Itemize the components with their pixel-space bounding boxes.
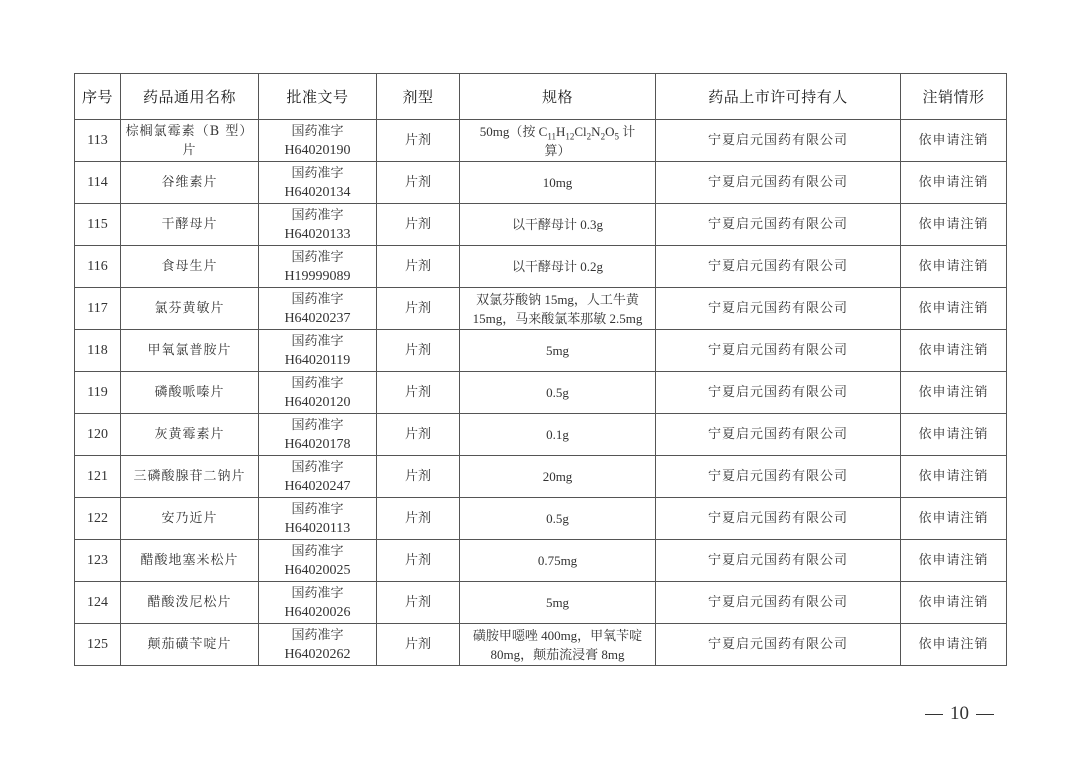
holder-text: 宁夏启元国药有限公司: [707, 595, 848, 610]
table-row: [75, 582, 1007, 624]
status-text: 依申请注销: [918, 595, 989, 610]
cell-dosage-form: [377, 624, 460, 666]
cell-license-holder: [656, 624, 901, 666]
cell-specification: [460, 330, 656, 372]
cell-approval-number: [259, 288, 377, 330]
spec-line1: 以干酵母计 0.2g: [511, 259, 603, 274]
cell-dosage-form: [377, 372, 460, 414]
spec-line1: 5mg: [545, 343, 570, 358]
cell-drug-name: [121, 330, 259, 372]
cell-cancellation-status: [901, 162, 1007, 204]
cell-drug-name: [121, 498, 259, 540]
status-text: 依申请注销: [918, 427, 989, 442]
cell-license-holder: [656, 498, 901, 540]
seq-text: 120: [87, 427, 108, 442]
approval-prefix: 国药准字: [291, 543, 344, 559]
seq-text: 124: [87, 595, 108, 610]
cell-license-holder: [656, 120, 901, 162]
seq-text: 123: [87, 553, 108, 568]
drug-name-line1: 颠茄磺苄啶片: [147, 637, 232, 652]
cell-specification: [460, 204, 656, 246]
cell-specification: [460, 162, 656, 204]
cell-cancellation-status: [901, 414, 1007, 456]
dosage-form-text: 片剂: [404, 343, 431, 358]
dosage-form-text: 片剂: [404, 385, 431, 400]
table-row: [75, 414, 1007, 456]
table-header-row: [75, 74, 1007, 120]
seq-text: 122: [87, 511, 108, 526]
cell-cancellation-status: [901, 246, 1007, 288]
cell-specification: [460, 120, 656, 162]
seq-text: 116: [87, 259, 108, 274]
cell-cancellation-status: [901, 372, 1007, 414]
spec-line2: 80mg，颠茄流浸膏 8mg: [490, 646, 625, 662]
cell-specification: [460, 246, 656, 288]
approval-code: H64020133: [284, 226, 351, 242]
drug-name-line1: 棕榈氯霉素（B 型）: [125, 123, 254, 139]
approval-prefix: 国药准字: [291, 165, 344, 181]
cell-approval-number: [259, 120, 377, 162]
dosage-form-text: 片剂: [404, 427, 431, 442]
cell-drug-name: [121, 162, 259, 204]
cell-specification: [460, 624, 656, 666]
cell-license-holder: [656, 414, 901, 456]
dosage-form-text: 片剂: [404, 553, 431, 568]
cell-drug-name: [121, 204, 259, 246]
cell-license-holder: [656, 330, 901, 372]
status-text: 依申请注销: [918, 133, 989, 148]
seq-text: 121: [87, 469, 108, 484]
table-row: [75, 624, 1007, 666]
table-row: [75, 204, 1007, 246]
cell-seq: [75, 288, 121, 330]
drug-name-line1: 食母生片: [161, 259, 218, 274]
cell-specification: [460, 414, 656, 456]
table-row: [75, 246, 1007, 288]
spec-line1: 5mg: [545, 595, 570, 610]
cell-dosage-form: [377, 540, 460, 582]
approval-code: H64020262: [284, 646, 351, 662]
table-row: [75, 288, 1007, 330]
dash-right: [976, 714, 994, 715]
status-text: 依申请注销: [918, 469, 989, 484]
approval-code: H64020113: [284, 520, 351, 536]
table-row: [75, 498, 1007, 540]
cell-cancellation-status: [901, 120, 1007, 162]
holder-text: 宁夏启元国药有限公司: [707, 175, 848, 190]
header-dosage-form: 剂型: [377, 74, 460, 120]
cell-seq: [75, 456, 121, 498]
seq-text: 117: [87, 301, 108, 316]
cell-license-holder: [656, 246, 901, 288]
cell-specification: [460, 372, 656, 414]
header-seq: 序号: [75, 74, 121, 120]
header-specification: 规格: [460, 74, 656, 120]
spec-line2: 15mg，马来酸氯苯那敏 2.5mg: [472, 310, 643, 326]
cell-approval-number: [259, 456, 377, 498]
holder-text: 宁夏启元国药有限公司: [707, 385, 848, 400]
cell-dosage-form: [377, 414, 460, 456]
page-number: [918, 703, 1001, 725]
holder-text: 宁夏启元国药有限公司: [707, 133, 848, 148]
holder-text: 宁夏启元国药有限公司: [707, 301, 848, 316]
spec-line1: 以干酵母计 0.3g: [511, 217, 603, 232]
dosage-form-text: 片剂: [404, 637, 431, 652]
seq-text: 114: [87, 175, 108, 190]
drug-name-line2: 片: [182, 142, 197, 158]
status-text: 依申请注销: [918, 301, 989, 316]
cell-approval-number: [259, 498, 377, 540]
header-cancellation-status: 注销情形: [901, 74, 1007, 120]
drug-name-line1: 氯芬黄敏片: [154, 301, 225, 316]
seq-text: 115: [87, 217, 108, 232]
cell-approval-number: [259, 204, 377, 246]
cell-drug-name: [121, 456, 259, 498]
status-text: 依申请注销: [918, 343, 989, 358]
approval-code: H64020025: [284, 562, 351, 578]
cell-cancellation-status: [901, 582, 1007, 624]
cell-drug-name: [121, 624, 259, 666]
dosage-form-text: 片剂: [404, 133, 431, 148]
spec-line2: 算）: [544, 142, 571, 158]
table-body: [75, 120, 1007, 666]
cell-cancellation-status: [901, 288, 1007, 330]
cell-seq: [75, 204, 121, 246]
approval-code: H64020026: [284, 604, 351, 620]
approval-prefix: 国药准字: [291, 291, 344, 307]
seq-text: 125: [87, 637, 108, 652]
header-drug-name: 药品通用名称: [121, 74, 259, 120]
cell-seq: [75, 498, 121, 540]
drug-name-line1: 磷酸哌嗪片: [154, 385, 225, 400]
holder-text: 宁夏启元国药有限公司: [707, 511, 848, 526]
cell-drug-name: [121, 540, 259, 582]
cell-drug-name: [121, 372, 259, 414]
spec-line1: 双氯芬酸钠 15mg，人工牛黄: [476, 291, 639, 307]
status-text: 依申请注销: [918, 511, 989, 526]
approval-code: H64020134: [284, 184, 351, 200]
status-text: 依申请注销: [918, 259, 989, 274]
cell-approval-number: [259, 540, 377, 582]
cell-drug-name: [121, 120, 259, 162]
table-row: [75, 456, 1007, 498]
drug-name-line1: 谷维素片: [161, 175, 218, 190]
header-license-holder: 药品上市许可持有人: [656, 74, 901, 120]
cell-license-holder: [656, 204, 901, 246]
cell-specification: [460, 498, 656, 540]
cell-seq: [75, 372, 121, 414]
drug-name-line1: 醋酸地塞米松片: [140, 553, 239, 568]
cell-approval-number: [259, 246, 377, 288]
cell-license-holder: [656, 162, 901, 204]
cell-drug-name: [121, 582, 259, 624]
seq-text: 119: [87, 385, 108, 400]
cell-seq: [75, 414, 121, 456]
spec-line1: 0.1g: [546, 427, 569, 442]
cell-dosage-form: [377, 330, 460, 372]
table-row: [75, 330, 1007, 372]
approval-prefix: 国药准字: [291, 375, 344, 391]
dash-left: [925, 714, 943, 715]
approval-prefix: 国药准字: [291, 627, 344, 643]
approval-prefix: 国药准字: [291, 417, 344, 433]
cell-specification: [460, 582, 656, 624]
cell-seq: [75, 246, 121, 288]
cell-specification: [460, 540, 656, 582]
cell-dosage-form: [377, 162, 460, 204]
table-row: [75, 120, 1007, 162]
approval-prefix: 国药准字: [291, 585, 344, 601]
cell-seq: [75, 624, 121, 666]
drug-name-line1: 安乃近片: [161, 511, 218, 526]
cell-cancellation-status: [901, 624, 1007, 666]
cell-cancellation-status: [901, 204, 1007, 246]
table-row: [75, 540, 1007, 582]
status-text: 依申请注销: [918, 637, 989, 652]
cell-drug-name: [121, 288, 259, 330]
status-text: 依申请注销: [918, 553, 989, 568]
cell-approval-number: [259, 330, 377, 372]
dosage-form-text: 片剂: [404, 175, 431, 190]
seq-text: 118: [87, 343, 108, 358]
approval-code: H19999089: [284, 268, 351, 284]
cell-dosage-form: [377, 456, 460, 498]
cell-dosage-form: [377, 498, 460, 540]
holder-text: 宁夏启元国药有限公司: [707, 259, 848, 274]
spec-line1: 0.75mg: [537, 553, 578, 568]
approval-code: H64020247: [284, 478, 351, 494]
dosage-form-text: 片剂: [404, 259, 431, 274]
cell-seq: [75, 330, 121, 372]
page-number-text: 10: [950, 703, 969, 724]
approval-code: H64020190: [284, 142, 351, 158]
cell-license-holder: [656, 540, 901, 582]
table-row: [75, 372, 1007, 414]
table-row: [75, 162, 1007, 204]
spec-line1: 0.5g: [546, 385, 569, 400]
dosage-form-text: 片剂: [404, 511, 431, 526]
cell-dosage-form: [377, 582, 460, 624]
cell-dosage-form: [377, 120, 460, 162]
approval-code: H64020237: [284, 310, 351, 326]
cell-seq: [75, 540, 121, 582]
approval-code: H64020119: [284, 352, 351, 368]
drug-name-line1: 三磷酸腺苷二钠片: [133, 469, 246, 484]
cell-dosage-form: [377, 246, 460, 288]
drug-name-line1: 灰黄霉素片: [154, 427, 225, 442]
cell-dosage-form: [377, 288, 460, 330]
approval-prefix: 国药准字: [291, 249, 344, 265]
spec-line1: 50mg（按 $C_{11}H_{12}Cl_2N_2O_5$ 计: [479, 123, 636, 142]
dosage-form-text: 片剂: [404, 469, 431, 484]
cell-approval-number: [259, 162, 377, 204]
holder-text: 宁夏启元国药有限公司: [707, 469, 848, 484]
cell-dosage-form: [377, 204, 460, 246]
cell-approval-number: [259, 582, 377, 624]
cell-license-holder: [656, 582, 901, 624]
cell-cancellation-status: [901, 498, 1007, 540]
spec-line1: 磺胺甲噁唑 400mg，甲氧苄啶: [472, 627, 643, 643]
spec-line1: 20mg: [542, 469, 573, 484]
seq-text: 113: [87, 133, 108, 148]
drug-cancellation-table: [74, 73, 1007, 666]
drug-name-line1: 醋酸泼尼松片: [147, 595, 232, 610]
cell-license-holder: [656, 372, 901, 414]
cell-drug-name: [121, 414, 259, 456]
approval-prefix: 国药准字: [291, 207, 344, 223]
cell-seq: [75, 120, 121, 162]
cell-specification: [460, 288, 656, 330]
cell-specification: [460, 456, 656, 498]
dosage-form-text: 片剂: [404, 217, 431, 232]
approval-code: H64020178: [284, 436, 351, 452]
holder-text: 宁夏启元国药有限公司: [707, 637, 848, 652]
approval-prefix: 国药准字: [291, 501, 344, 517]
approval-prefix: 国药准字: [291, 333, 344, 349]
cell-approval-number: [259, 624, 377, 666]
cell-seq: [75, 162, 121, 204]
status-text: 依申请注销: [918, 175, 989, 190]
cell-seq: [75, 582, 121, 624]
holder-text: 宁夏启元国药有限公司: [707, 427, 848, 442]
status-text: 依申请注销: [918, 385, 989, 400]
approval-prefix: 国药准字: [291, 459, 344, 475]
cell-cancellation-status: [901, 540, 1007, 582]
spec-line1: 0.5g: [546, 511, 569, 526]
approval-prefix: 国药准字: [291, 123, 344, 139]
spec-line1: 10mg: [542, 175, 573, 190]
cell-cancellation-status: [901, 456, 1007, 498]
status-text: 依申请注销: [918, 217, 989, 232]
cell-approval-number: [259, 372, 377, 414]
cell-license-holder: [656, 288, 901, 330]
dosage-form-text: 片剂: [404, 595, 431, 610]
drug-name-line1: 干酵母片: [161, 217, 218, 232]
holder-text: 宁夏启元国药有限公司: [707, 217, 848, 232]
cell-license-holder: [656, 456, 901, 498]
holder-text: 宁夏启元国药有限公司: [707, 553, 848, 568]
dosage-form-text: 片剂: [404, 301, 431, 316]
cell-approval-number: [259, 414, 377, 456]
cell-drug-name: [121, 246, 259, 288]
cell-cancellation-status: [901, 330, 1007, 372]
drug-name-line1: 甲氧氯普胺片: [147, 343, 232, 358]
header-approval-number: 批准文号: [259, 74, 377, 120]
holder-text: 宁夏启元国药有限公司: [707, 343, 848, 358]
approval-code: H64020120: [284, 394, 351, 410]
